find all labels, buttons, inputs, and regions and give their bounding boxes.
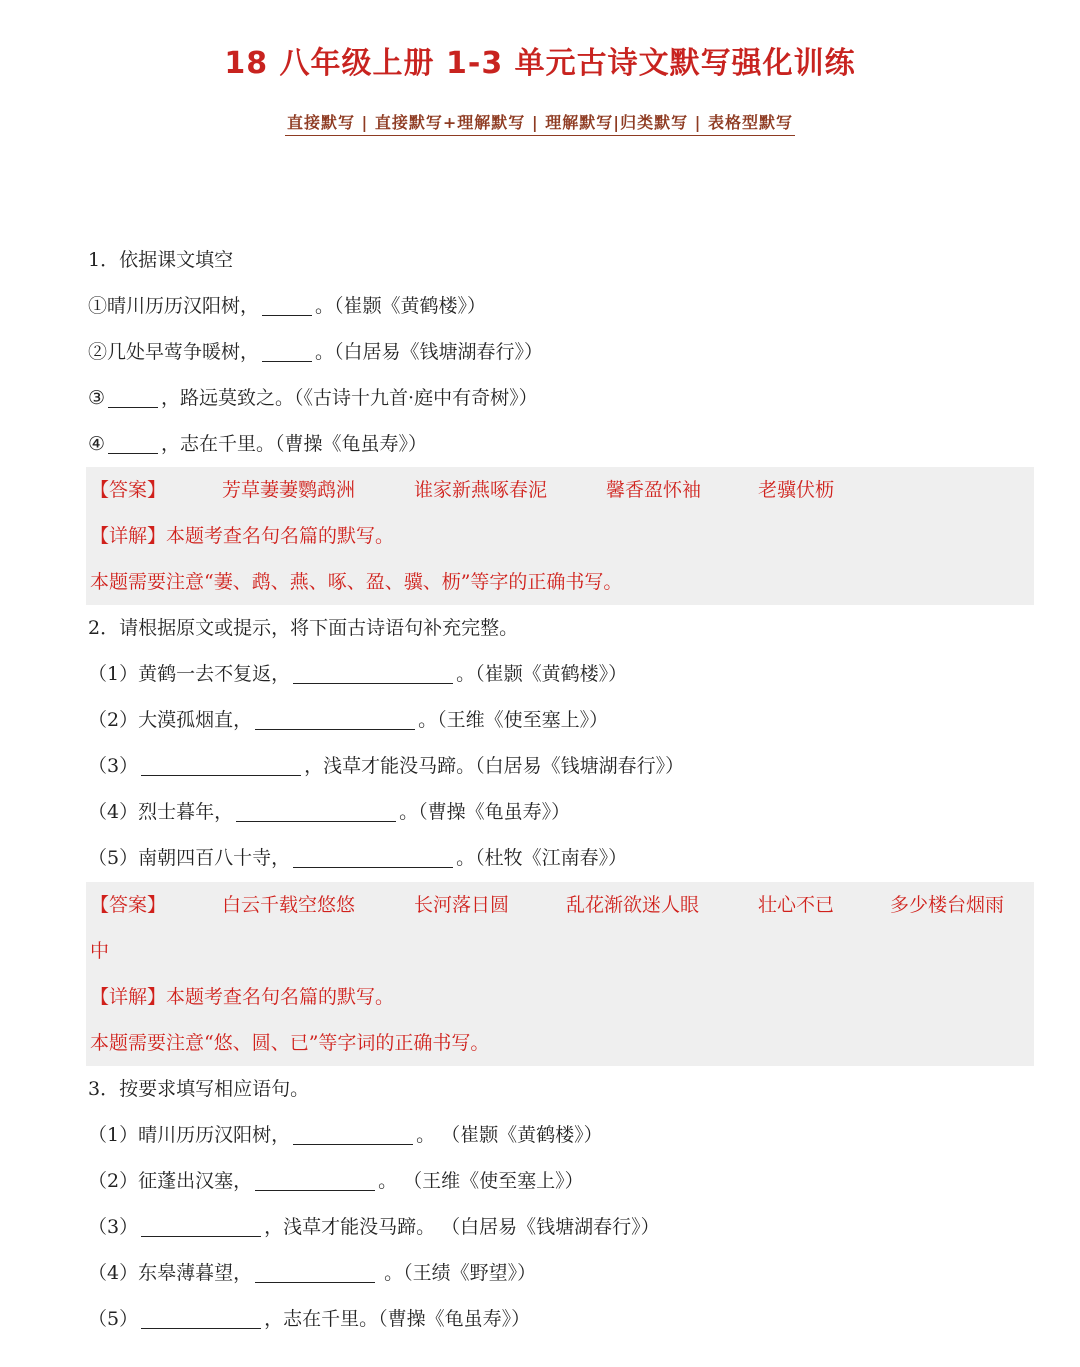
q2-item-4: （4）烈士暮年， 。（曹操《龟虽寿》） xyxy=(88,801,571,823)
q2-note: 本题需要注意“悠、圆、已”等字词的正确书写。 xyxy=(90,1032,490,1054)
answer-label: 【答案】 xyxy=(90,894,167,916)
answer-blank[interactable] xyxy=(293,1122,413,1145)
q3-item-5: （5） ，志在千里。（曹操《龟虽寿》） xyxy=(88,1308,531,1330)
q2-item-1: （1）黄鹤一去不复返， 。（崔颢《黄鹤楼》） xyxy=(88,663,628,685)
answer-text: 壮心不已 xyxy=(758,894,835,916)
answer-blank[interactable] xyxy=(255,707,415,730)
q2-item-2: （2）大漠孤烟直， 。（王维《使至塞上》） xyxy=(88,709,609,731)
q1-item-3: ③ ，路远莫致之。（《古诗十九首·庭中有奇树》） xyxy=(88,387,538,409)
q1-item-4: ④ ，志在千里。（曹操《龟虽寿》） xyxy=(88,433,428,455)
q2-explain: 【详解】本题考查名句名篇的默写。 xyxy=(90,986,395,1008)
answer-blank[interactable] xyxy=(141,753,301,776)
q2-item-3: （3） ，浅草才能没马蹄。（白居易《钱塘湖春行》） xyxy=(88,755,685,777)
answer-text: 白云千载空悠悠 xyxy=(222,894,356,916)
answer-text: 老骥伏枥 xyxy=(758,479,835,501)
q2-stem: 2．请根据原文或提示，将下面古诗语句补充完整。 xyxy=(88,617,519,639)
page-title: 18 八年级上册 1-3 单元古诗文默写强化训练 xyxy=(224,46,856,81)
answer-label: 【答案】 xyxy=(90,479,167,501)
answer-blank[interactable] xyxy=(141,1214,261,1237)
q1-answer-box xyxy=(86,467,1034,605)
q2-answer-line xyxy=(90,882,1030,928)
answer-blank[interactable] xyxy=(255,1168,375,1191)
answer-blank[interactable] xyxy=(255,1260,375,1283)
answer-blank[interactable] xyxy=(293,845,453,868)
q3-item-4: （4）东皋薄暮望， 。（王绩《野望》） xyxy=(88,1262,537,1284)
answer-blank[interactable] xyxy=(262,339,312,362)
answer-blank[interactable] xyxy=(236,799,396,822)
answer-text: 多少楼台烟雨 xyxy=(890,894,1005,916)
q3-item-3: （3） ，浅草才能没马蹄。 （白居易《钱塘湖春行》） xyxy=(88,1216,660,1238)
answer-blank[interactable] xyxy=(108,385,158,408)
answer-wrap-text: 中 xyxy=(90,940,110,962)
q3-stem: 3．按要求填写相应语句。 xyxy=(88,1078,310,1100)
answer-text: 谁家新燕啄春泥 xyxy=(414,479,548,501)
q1-stem: 1．依据课文填空 xyxy=(88,249,234,271)
answer-text: 乱花渐欲迷人眼 xyxy=(566,894,700,916)
q1-answer-line xyxy=(90,467,1030,513)
q1-note: 本题需要注意“萋、鹉、燕、啄、盈、骥、枥”等字的正确书写。 xyxy=(90,571,623,593)
subtitle-text: 直接默写 | 直接默写+理解默写 | 理解默写|归类默写 | 表格型默写 xyxy=(285,113,795,136)
q3-item-2: （2）征蓬出汉塞， 。 （王维《使至塞上》） xyxy=(88,1170,584,1192)
answer-text: 长河落日圆 xyxy=(414,894,510,916)
q3-item-1: （1）晴川历历汉阳树， 。 （崔颢《黄鹤楼》） xyxy=(88,1124,603,1146)
answer-text: 芳草萋萋鹦鹉洲 xyxy=(222,479,356,501)
q2-item-5: （5）南朝四百八十寺， 。（杜牧《江南春》） xyxy=(88,847,628,869)
answer-blank[interactable] xyxy=(108,431,158,454)
q1-item-1: ①晴川历历汉阳树， 。（崔颢《黄鹤楼》） xyxy=(88,295,487,317)
answer-blank[interactable] xyxy=(141,1306,261,1329)
answer-text: 馨香盈怀袖 xyxy=(606,479,702,501)
q1-item-2: ②几处早莺争暖树， 。（白居易《钱塘湖春行》） xyxy=(88,341,544,363)
answer-blank[interactable] xyxy=(293,661,453,684)
answer-blank[interactable] xyxy=(262,293,312,316)
q1-explain: 【详解】本题考查名句名篇的默写。 xyxy=(90,525,395,547)
q2-answer-box xyxy=(86,882,1034,1066)
subtitle-nav xyxy=(0,110,1080,133)
